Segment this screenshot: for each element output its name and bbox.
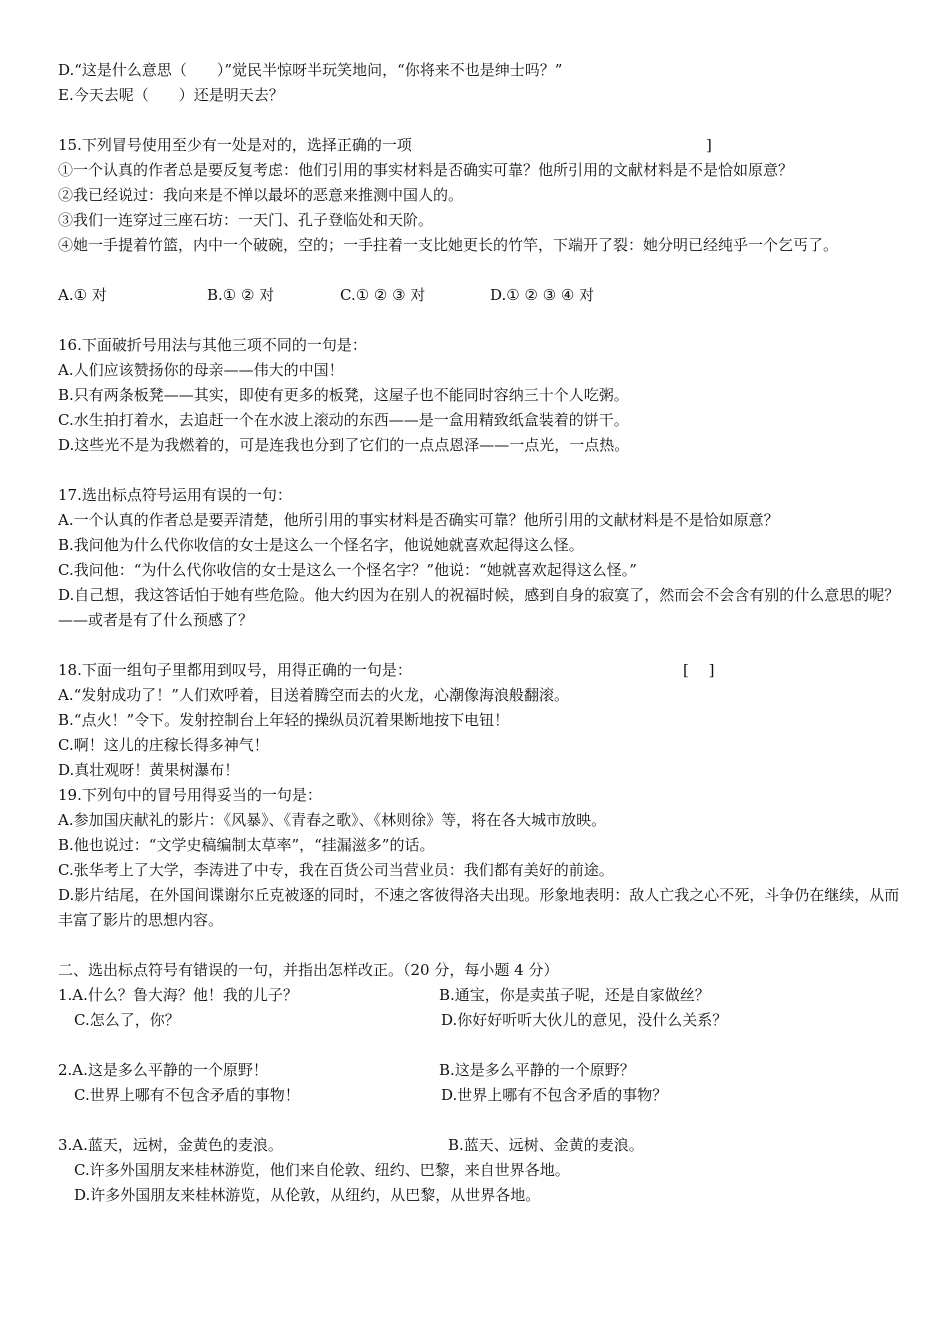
s1-option-b: B.通宝，你是卖茧子呢，还是自家做丝？ bbox=[439, 986, 710, 1004]
s1-option-a: 1.A.什么？鲁大海？他！我的儿子？ bbox=[58, 986, 298, 1004]
q17-option-a: A.一个认真的作者总是要弄清楚，他所引用的事实材料是否确实可靠？他所引用的文献材料是不是恰如原意？ bbox=[58, 511, 779, 529]
q16-option-c: C.水生拍打着水，去追赶一个在水波上滚动的东西——是一盒用精致纸盒装着的饼干。 bbox=[58, 411, 629, 429]
q17-option-b: B.我问他为什么代你收信的女士是这么一个怪名字，他说她就喜欢起得这么怪。 bbox=[58, 536, 584, 554]
q18-option-b: B.“点火！”令下。发射控制台上年轻的操纵员沉着果断地按下电钮！ bbox=[58, 711, 510, 729]
s3-option-c: C.许多外国朋友来桂林游览，他们来自伦敦、纽约、巴黎，来自世界各地。 bbox=[74, 1161, 570, 1179]
s3-option-a: 3.A.蓝天，远树，金黄色的麦浪。 bbox=[58, 1136, 283, 1154]
q15-option-c: C.① ② ③ 对 bbox=[340, 286, 426, 304]
q17-option-c: C.我问他：“为什么代你收信的女士是这么一个怪名字？”他说：“她就喜欢起得这么怪。” bbox=[58, 561, 637, 579]
q19-option-b: B.他也说过：“文学史稿编制太草率”，“挂漏滋多”的话。 bbox=[58, 836, 435, 854]
s3-option-d: D.许多外国朋友来桂林游览，从伦敦，从纽约，从巴黎，从世界各地。 bbox=[74, 1186, 541, 1204]
s1-option-d: D.你好好听听大伙儿的意见，没什么关系？ bbox=[441, 1011, 728, 1029]
q18-answer-bracket: [ ] bbox=[683, 661, 715, 679]
q19-option-a: A.参加国庆献礼的影片：《风暴》、《青春之歌》、《林则徐》等，将在各大城市放映。 bbox=[58, 811, 607, 829]
q18-option-a: A.“发射成功了！”人们欢呼着，目送着腾空而去的火龙，心潮像海浪般翻滚。 bbox=[58, 686, 569, 704]
q15-option-b: B.① ② 对 bbox=[207, 286, 275, 304]
q18-option-d: D.真壮观呀！黄果树瀑布！ bbox=[58, 761, 240, 779]
q18-title: 18.下面一组句子里都用到叹号，用得正确的一句是： bbox=[58, 661, 412, 679]
q19-option-c: C.张华考上了大学，李涛进了中专，我在百货公司当营业员：我们都有美好的前途。 bbox=[58, 861, 614, 879]
q18-option-c: C.啊！这儿的庄稼长得多神气！ bbox=[58, 736, 269, 754]
q15-option-d: D.① ② ③ ④ 对 bbox=[490, 286, 595, 304]
q15-statement-3: ③我们一连穿过三座石坊：一天门、孔子登临处和天阶。 bbox=[58, 211, 434, 229]
q14-option-d: D.“这是什么意思（ ）”觉民半惊呀半玩笑地问，“你将来不也是绅士吗？” bbox=[58, 61, 563, 79]
s2-option-c: C.世界上哪有不包含矛盾的事物！ bbox=[74, 1086, 300, 1104]
q15-option-a: A.① 对 bbox=[58, 286, 107, 304]
q16-title: 16.下面破折号用法与其他三项不同的一句是： bbox=[58, 336, 367, 354]
q15-statement-2: ②我已经说过：我向来是不惮以最坏的恶意来推测中国人的。 bbox=[58, 186, 464, 204]
q15-statement-1: ①一个认真的作者总是要反复考虑：他们引用的事实材料是否确实可靠？他所引用的文献材料是不是恰如原意？ bbox=[58, 161, 794, 179]
section-2-title: 二、选出标点符号有错误的一句，并指出怎样改正。（20 分，每小题 4 分） bbox=[58, 961, 559, 979]
q17-title: 17.选出标点符号运用有误的一句： bbox=[58, 486, 292, 504]
q16-option-d: D.这些光不是为我燃着的，可是连我也分到了它们的一点点恩泽——一点光，一点热。 bbox=[58, 436, 630, 454]
s3-option-b: B.蓝天、远树、金黄的麦浪。 bbox=[448, 1136, 644, 1154]
s2-option-a: 2.A.这是多么平静的一个原野！ bbox=[58, 1061, 268, 1079]
q15-answer-bracket: ] bbox=[706, 136, 712, 154]
q19-option-d: D.影片结尾，在外国间谍谢尔丘克被逐的同时，不速之客彼得洛夫出现。形象地表明：敌人亡我之心不死，斗争仍在继续，从而丰富了影片的思想内容。 bbox=[58, 886, 900, 929]
s2-option-d: D.世界上哪有不包含矛盾的事物？ bbox=[441, 1086, 668, 1104]
q15-title: 15.下列冒号使用至少有一处是对的，选择正确的一项 bbox=[58, 136, 412, 154]
q19-title: 19.下列句中的冒号用得妥当的一句是： bbox=[58, 786, 322, 804]
q14-option-e: E.今天去呢（ ）还是明天去？ bbox=[58, 86, 284, 104]
q17-option-d: D.自己想，我这答话怕于她有些危险。他大约因为在别人的祝福时候，感到自身的寂寞了，然而会不会含有别的什么意思的呢？——或者是有了什么预感了？ bbox=[58, 586, 900, 629]
q15-statement-4: ④她一手提着竹篮，内中一个破碗，空的；一手拄着一支比她更长的竹竿，下端开了裂：她分明已经纯乎一个乞丐了。 bbox=[58, 236, 839, 254]
s2-option-b: B.这是多么平静的一个原野？ bbox=[439, 1061, 635, 1079]
s1-option-c: C.怎么了，你？ bbox=[74, 1011, 180, 1029]
q16-option-a: A.人们应该赞扬你的母亲——伟大的中国！ bbox=[58, 361, 344, 379]
q16-option-b: B.只有两条板凳——其实，即使有更多的板凳，这屋子也不能同时容纳三十个人吃粥。 bbox=[58, 386, 629, 404]
